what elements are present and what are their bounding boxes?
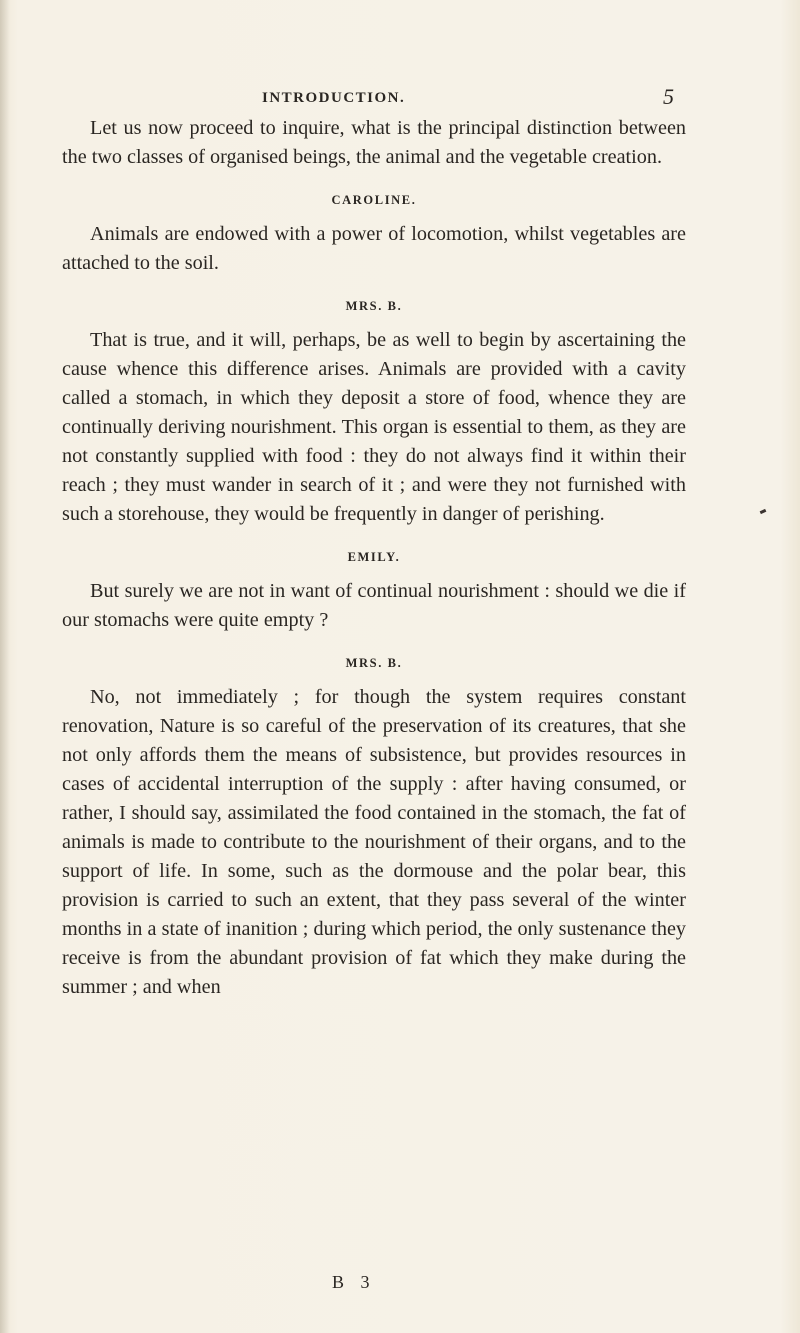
paragraph: But surely we are not in want of continual nourishment : should we die if our stomachs were quite empty ? [62,580,686,631]
speaker-heading: MRS. B. [345,656,403,670]
speaker-heading: MRS. B. [345,299,403,313]
running-title: INTRODUCTION. [262,90,406,106]
page-number: 5 [663,84,674,109]
signature-mark: B 3 [332,1272,376,1292]
paragraph: Let us now proceed to inquire, what is the principal distinction between the two classes of organised beings, the animal and the vegetable creation. [62,117,686,168]
paragraph: Animals are endowed with a power of locomotion, whilst vegetables are attached to the soil. [62,223,686,274]
margin-mark [760,509,767,514]
paragraph: That is true, and it will, perhaps, be as well to begin by ascertaining the cause whence this difference arises. Animals are provided with a cavity called a stomach, in which they deposit a store of food, whence they are continually deriving nourishment. This organ is essential to them, as they are not constantly supplied with food : they do not always find it within their reach ; they must wander in search of it ; and were they not furnished with such a storehouse, they would be frequently in danger of perishing. [62,329,686,525]
page-body [62,114,686,1002]
page-header [62,84,682,114]
speaker-heading: EMILY. [347,550,401,564]
speaker-heading: CAROLINE. [331,193,417,207]
gutter-shadow [0,0,10,1333]
paragraph: No, not immediately ; for though the system requires constant renovation, Nature is so careful of the preservation of its creatures, that she not only affords them the means of subsistence, but provides resources in cases of accidental interruption of the supply : after having consumed, or rather, I should say, assimilated the food contained in the stomach, the fat of animals is made to contribute to the nourishment of their organs, and to the support of life. In some, such as the dormouse and the polar bear, this provision is carried to such an extent, that they pass several of the winter months in a state of inanition ; during which period, the only sustenance they receive is from the abundant provision of fat which they make during the summer ; and when [62,686,686,998]
